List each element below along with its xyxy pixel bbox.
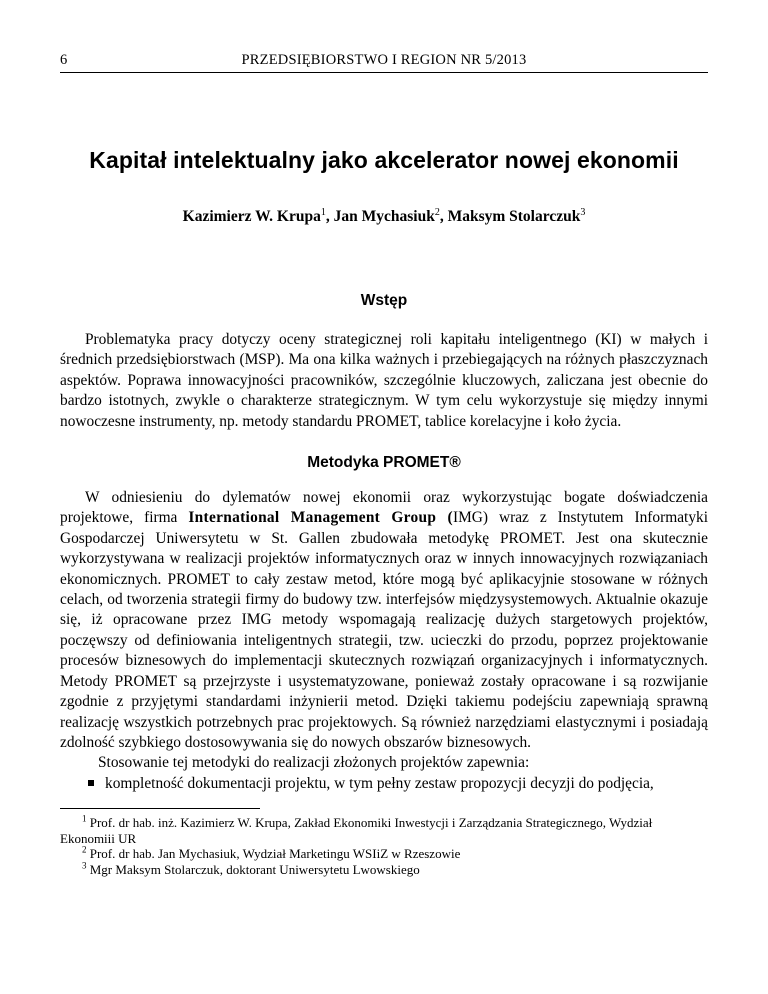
footnote-ref[interactable]: 2 — [434, 206, 440, 218]
section-heading-method: Metodyka PROMET® — [307, 454, 461, 472]
section-heading-intro: Wstęp — [360, 292, 408, 309]
footnote-text: Prof. dr hab. Jan Mychasiuk, Wydział Marketingu WSIiZ w Rzeszowie — [86, 846, 461, 862]
author-name: Maksym Stolarczuk — [447, 208, 581, 225]
running-header — [60, 50, 708, 73]
author-separator: , — [439, 208, 448, 225]
list-item-text: kompletność dokumentacji projektu, w tym pełny zestaw propozycji decyzji do podjęcia, — [105, 774, 654, 792]
author-name: Jan Mychasiuk — [333, 208, 435, 225]
footnote-text: Mgr Maksym Stolarczuk, doktorant Uniwersytetu Lwowskiego — [86, 861, 420, 877]
footnote-mark: 1 — [82, 813, 87, 824]
journal-title: PRZEDSIĘBIORSTWO I REGION NR 5/2013 — [241, 52, 527, 68]
method-text-part: W odniesieniu do dylematów nowej ekonomii oraz wykorzystując bogate doświadczenia projektowe, firma — [60, 489, 708, 527]
footnote-ref[interactable]: 3 — [580, 206, 586, 218]
usage-line: Stosowanie tej metodyki do realizacji złożonych projektów zapewnia: — [98, 754, 530, 772]
footnote — [60, 846, 708, 862]
footnotes — [60, 815, 708, 877]
list-item — [60, 774, 708, 794]
article-title: Kapitał intelektualny jako akcelerator nowej ekonomii — [89, 147, 679, 173]
footnote-ref[interactable]: 1 — [320, 206, 326, 218]
page-number: 6 — [60, 52, 68, 68]
footnote-mark: 3 — [82, 860, 87, 871]
footnote-divider — [60, 808, 260, 809]
bullet-icon — [88, 780, 94, 786]
footnote — [60, 862, 708, 878]
intro-paragraph: Problematyka pracy dotyczy oceny strategicznej roli kapitału inteligentnego (KI) w małych i średnich przedsiębiorstwach (MSP). Ma ona kilka ważnych i przebiegających na różnych płaszczyznach aspektów. Poprawa innowacyjności pracowników, szczególnie kluczowych, zaliczana jest obecnie do bardzo istotnych, zwykle o charakterze strategicznym. W tym celu wykorzystuje się między innymi nowoczesne instrumenty, np. metody standardu PROMET, tablice korelacyjne i koło życia. — [60, 331, 708, 430]
page — [60, 50, 708, 877]
author-list — [60, 208, 708, 226]
method-paragraph — [60, 488, 708, 753]
bullet-list — [60, 774, 708, 794]
method-text-part: IMG) wraz z Instytutem Informatyki Gospodarczej Uniwersytetu w St. Gallen zbudowała metodykę PROMET. Jest ona skutecznie wykorzystywana w realizacji projektów informatycznych oraz w innych innowacyjnych rozwiązaniach ekonomicznych. PROMET to cały zestaw metod, które mogą być aplikacyjnie stosowane w różnych celach, od tworzenia strategii firmy do budowy tzw. interfejsów międzysystemowych. Aktualnie okazuje się, iż opracowane przez IMG metody wspomagają realizację dużych stargetowych projektów, poczęwszy od definiowania inteligentnych strategii, tzw. ucieczki do przodu, poprzez projektowanie procesów biznesowych do implementacji skutecznych rozwiązań organizacyjnych i informatycznych. Metody PROMET są przejrzyste i usystematyzowane, ponieważ zostały opracowane i są rozwijanie zgodnie z przyjętymi standardami inżynierii metod. Dzięki takiemu podejściu zapewniają sprawną realizację wszystkich potrzebnych prac projektowych. Są również narzędziami elastycznymi i posiadają zdolność szybkiego dostosowywania się do nowych obszarów biznesowych. — [60, 509, 708, 751]
company-name: International Management Group ( — [188, 509, 453, 527]
author-separator: , — [325, 208, 334, 225]
footnote-text: Prof. dr hab. inż. Kazimierz W. Krupa, Zakład Ekonomiki Inwestycji i Zarządzania Strategicznego, Wydział Ekonomiii UR — [60, 815, 653, 846]
author-name: Kazimierz W. Krupa — [182, 208, 321, 225]
footnote — [60, 815, 708, 846]
footnote-mark: 2 — [82, 844, 87, 855]
